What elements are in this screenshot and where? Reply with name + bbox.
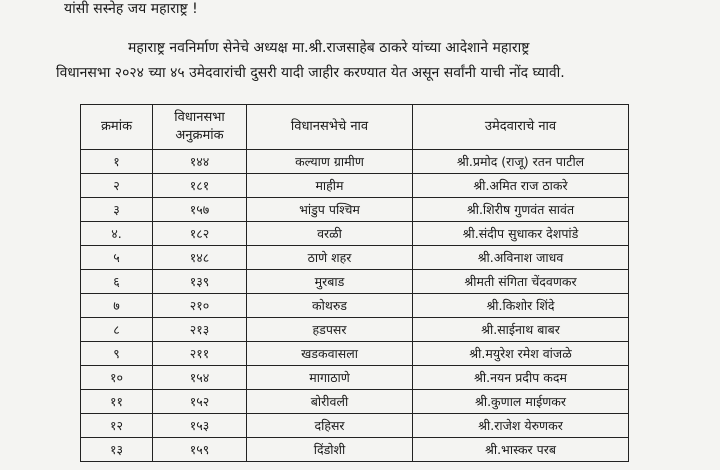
constituency-number-cell: १५३ — [153, 414, 247, 438]
serial-cell: ६ — [81, 270, 153, 294]
constituency-name-cell: भांडुप पश्चिम — [247, 198, 413, 222]
serial-cell: ७ — [81, 294, 153, 318]
constituency-name-cell: माहीम — [247, 174, 413, 198]
candidate-name-cell: श्री.नयन प्रदीप कदम — [413, 366, 629, 390]
serial-cell: १ — [81, 150, 153, 174]
constituency-number-cell: १८२ — [153, 222, 247, 246]
table-row — [81, 414, 629, 438]
candidate-list-table — [80, 104, 629, 462]
candidate-name-cell: श्री.मयुरेश रमेश वांजळे — [413, 342, 629, 366]
table-row — [81, 294, 629, 318]
serial-cell: ९ — [81, 342, 153, 366]
serial-cell: १० — [81, 366, 153, 390]
constituency-number-cell: १५९ — [153, 438, 247, 462]
candidate-name-cell: श्री.प्रमोद (राजू) रतन पाटील — [413, 150, 629, 174]
constituency-number-cell: १५४ — [153, 366, 247, 390]
table-row — [81, 174, 629, 198]
serial-cell: ४. — [81, 222, 153, 246]
candidate-name-cell: श्री.अविनाश जाधव — [413, 246, 629, 270]
table-header-row — [81, 105, 629, 150]
intro-line-2: विधानसभा २०२४ च्या ४५ उमेदवारांची दुसरी यादी जाहीर करण्यात येत असून सर्वांनी याची नोंद घ्यावी. — [56, 65, 565, 81]
candidate-name-cell: श्री.राजेश येरुणकर — [413, 414, 629, 438]
serial-cell: १३ — [81, 438, 153, 462]
constituency-name-cell: कोथरुड — [247, 294, 413, 318]
constituency-number-cell: १४४ — [153, 150, 247, 174]
constituency-number-cell: १८१ — [153, 174, 247, 198]
candidate-name-cell: श्री.संदीप सुधाकर देशपांडे — [413, 222, 629, 246]
table-row — [81, 198, 629, 222]
table-row — [81, 390, 629, 414]
header-candidate-name: उमेदवाराचे नाव — [413, 105, 629, 150]
constituency-name-cell: वरळी — [247, 222, 413, 246]
constituency-name-cell: हडपसर — [247, 318, 413, 342]
header-constituency-number-line2: अनुक्रमांक — [175, 128, 224, 143]
table-row — [81, 246, 629, 270]
constituency-name-cell: खडकवासला — [247, 342, 413, 366]
header-constituency-number — [153, 105, 247, 150]
serial-cell: ११ — [81, 390, 153, 414]
table-row — [81, 342, 629, 366]
constituency-name-cell: मुरबाड — [247, 270, 413, 294]
constituency-name-cell: दहिसर — [247, 414, 413, 438]
table-row — [81, 366, 629, 390]
table-row — [81, 270, 629, 294]
constituency-number-cell: १३९ — [153, 270, 247, 294]
constituency-name-cell: ठाणे शहर — [247, 246, 413, 270]
serial-cell: ३ — [81, 198, 153, 222]
letter-intro — [56, 36, 696, 86]
table-row — [81, 222, 629, 246]
candidate-name-cell: श्री.कुणाल माईणकर — [413, 390, 629, 414]
table-row — [81, 438, 629, 462]
candidate-name-cell: श्री.भास्कर परब — [413, 438, 629, 462]
candidate-name-cell: श्रीमती संगिता चेंदवणकर — [413, 270, 629, 294]
constituency-number-cell: २१३ — [153, 318, 247, 342]
candidate-name-cell: श्री.अमित राज ठाकरे — [413, 174, 629, 198]
constituency-number-cell: २११ — [153, 342, 247, 366]
candidate-name-cell: श्री.शिरीष गुणवंत सावंत — [413, 198, 629, 222]
constituency-name-cell: मागाठाणे — [247, 366, 413, 390]
serial-cell: १२ — [81, 414, 153, 438]
table-row — [81, 318, 629, 342]
table-row — [81, 150, 629, 174]
header-serial: क्रमांक — [81, 105, 153, 150]
constituency-number-cell: १५७ — [153, 198, 247, 222]
serial-cell: २ — [81, 174, 153, 198]
letter-greeting: यांसी सस्नेह जय महाराष्ट्र ! — [64, 1, 198, 17]
header-constituency-name: विधानसभेचे नाव — [247, 105, 413, 150]
constituency-name-cell: बोरीवली — [247, 390, 413, 414]
serial-cell: ५ — [81, 246, 153, 270]
serial-cell: ८ — [81, 318, 153, 342]
intro-line-1: महाराष्ट्र नवनिर्माण सेनेचे अध्यक्ष मा.श्री.राजसाहेब ठाकरे यांच्या आदेशाने महाराष्ट्र — [128, 40, 530, 56]
candidate-name-cell: श्री.साईनाथ बाबर — [413, 318, 629, 342]
candidate-name-cell: श्री.किशोर शिंदे — [413, 294, 629, 318]
constituency-name-cell: दिंडोशी — [247, 438, 413, 462]
header-constituency-number-line1: विधानसभा — [174, 110, 225, 125]
constituency-number-cell: १५२ — [153, 390, 247, 414]
constituency-name-cell: कल्याण ग्रामीण — [247, 150, 413, 174]
constituency-number-cell: २१० — [153, 294, 247, 318]
constituency-number-cell: १४८ — [153, 246, 247, 270]
